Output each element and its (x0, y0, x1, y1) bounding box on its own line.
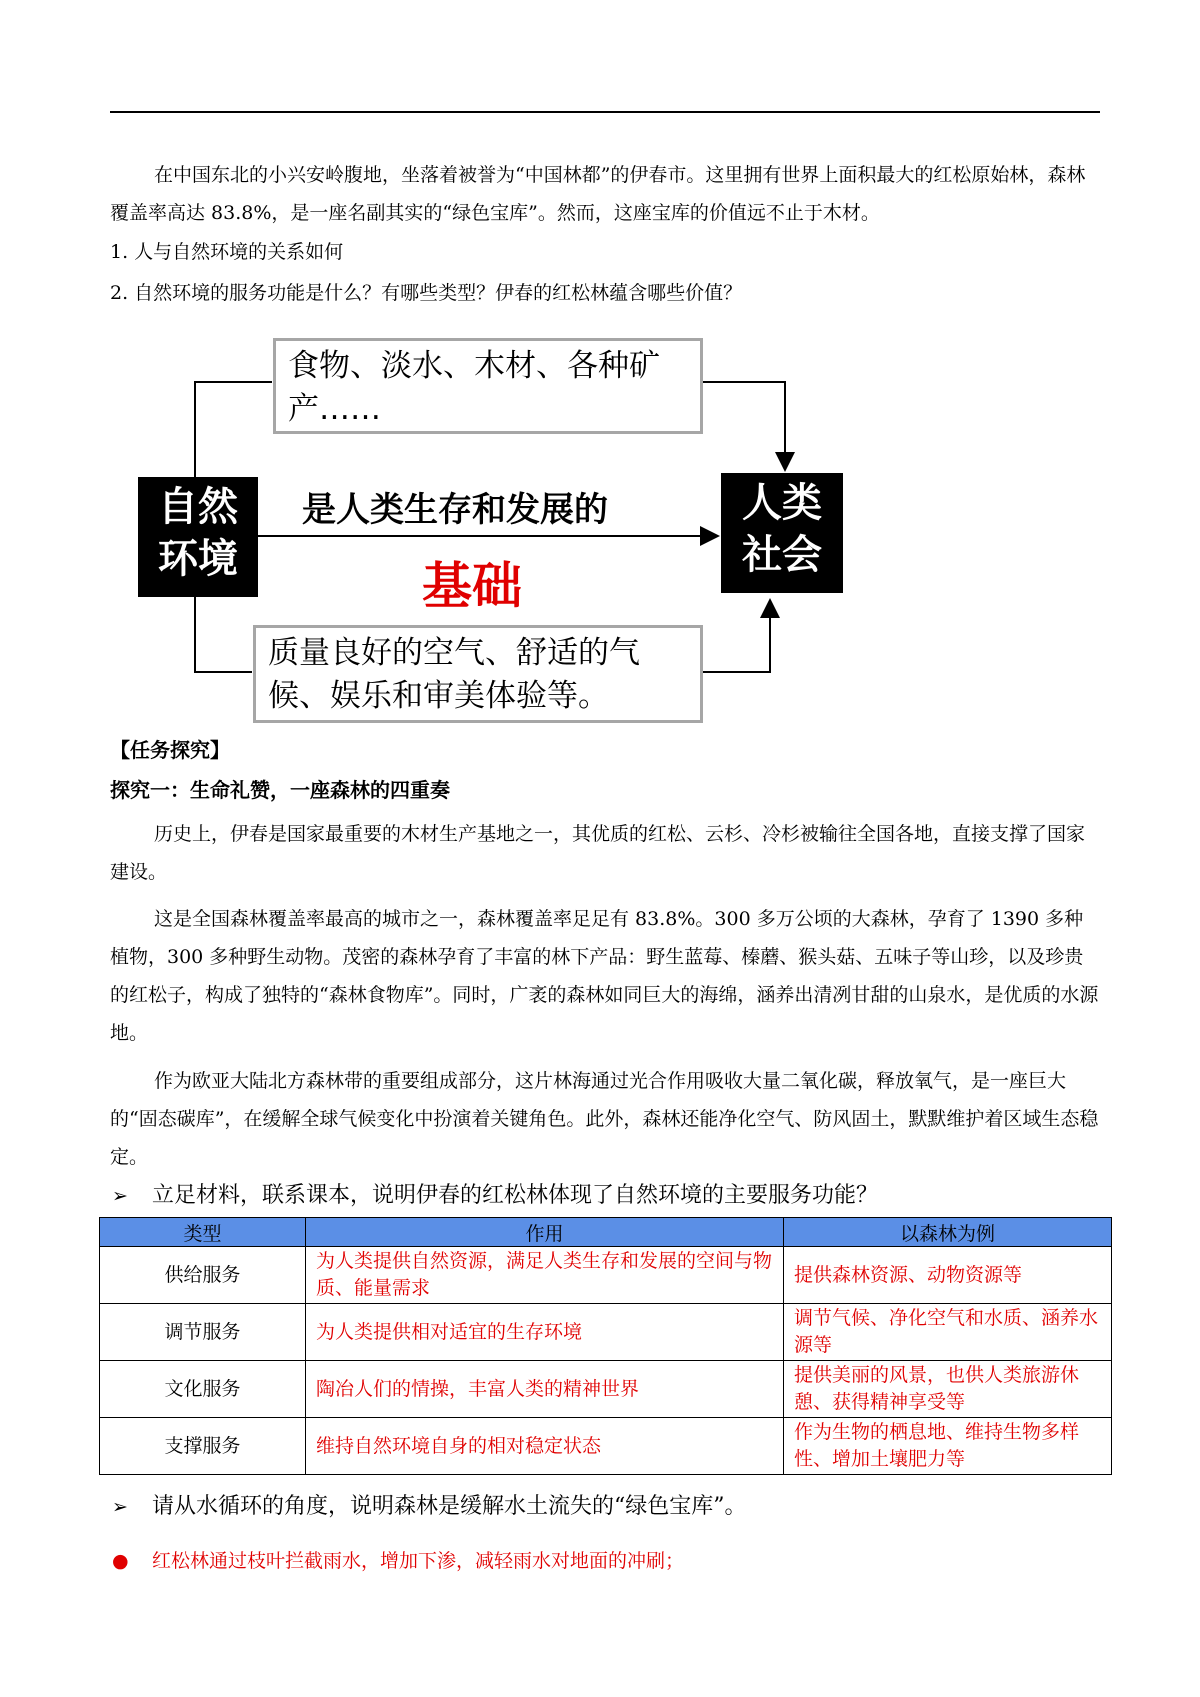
header-rule (110, 111, 1100, 113)
services-table (99, 1217, 1112, 1475)
header-example: 以森林为例 (784, 1218, 1112, 1247)
cell-type: 调节服务 (100, 1304, 306, 1361)
cell-role: 为人类提供相对适宜的生存环境 (306, 1304, 784, 1361)
cell-role: 陶冶人们的情操，丰富人类的精神世界 (306, 1361, 784, 1418)
question-2: 2. 自然环境的服务功能是什么？有哪些类型？伊春的红松林蕴含哪些价值？ (110, 282, 743, 304)
bottom-connector-left (195, 597, 252, 672)
top-connector-left (195, 382, 272, 477)
section-subtitle: 探究一：生命礼赞，一座森林的四重奏 (110, 778, 450, 802)
cell-example: 提供森林资源、动物资源等 (784, 1247, 1112, 1304)
natural-environment-line1: 自然 (158, 484, 238, 530)
table-row (100, 1247, 1112, 1304)
natural-environment-block (138, 477, 258, 597)
cell-role: 维持自然环境自身的相对稳定状态 (306, 1418, 784, 1475)
services-box: 质量良好的空气、舒适的气候、娱乐和审美体验等。 (253, 625, 703, 723)
red-dot-icon: ● (112, 1550, 129, 1572)
table-row (100, 1361, 1112, 1418)
cell-example: 提供美丽的风景，也供人类旅游休憩、获得精神享受等 (784, 1361, 1112, 1418)
natural-environment-line2: 环境 (158, 536, 238, 582)
arrow-caption: 是人类生存和发展的 (302, 490, 608, 530)
answer-text: 红松林通过枝叶拦截雨水，增加下渗，减轻雨水对地面的冲刷； (152, 1550, 685, 1572)
cell-type: 支撑服务 (100, 1418, 306, 1475)
human-society-line1: 人类 (742, 480, 822, 526)
header-type: 类型 (100, 1218, 306, 1247)
resources-box: 食物、淡水、木材、各种矿产…… (273, 338, 703, 434)
task-paragraph-2: 这是全国森林覆盖率最高的城市之一，森林覆盖率足足有 83.8%。300 多万公顷的大森林，孕育了 1390 多种植物，300 多种野生动物。茂密的森林孕育了丰富的林下产品：野生蓝莓、榛蘑、猴头菇、五味子等山珍，以及珍贵的红松子，构成了独特的“森林食物库”。同时，广袤的森林如同巨大的海绵，涵养出清冽甘甜的山泉水，是优质的水源地。 (110, 908, 1099, 1044)
question-1: 1. 人与自然环境的关系如何 (110, 241, 344, 263)
question-services-text: 立足材料，联系课本，说明伊春的红松林体现了自然环境的主要服务功能？ (152, 1183, 879, 1208)
bottom-connector-right (702, 600, 770, 672)
intro-paragraph: 在中国东北的小兴安岭腹地，坐落着被誉为“中国林都”的伊春市。这里拥有世界上面积最大的红松原始林，森林覆盖率高达 83.8%，是一座名副其实的“绿色宝库”。然而，这座宝库的价值远不止于木材。 (110, 164, 1086, 224)
cell-example: 作为生物的栖息地、维持生物多样性、增加土壤肥力等 (784, 1418, 1112, 1475)
cell-type: 文化服务 (100, 1361, 306, 1418)
header-role: 作用 (306, 1218, 784, 1247)
cell-role: 为人类提供自然资源，满足人类生存和发展的空间与物质、能量需求 (306, 1247, 784, 1304)
task-paragraph-1: 历史上，伊春是国家最重要的木材生产基地之一，其优质的红松、云杉、冷杉被输往全国各地，直接支撑了国家建设。 (110, 823, 1086, 883)
cell-type: 供给服务 (100, 1247, 306, 1304)
top-connector-right (702, 382, 785, 470)
question-services (112, 1180, 878, 1212)
cell-example: 调节气候、净化空气和水质、涵养水源等 (784, 1304, 1112, 1361)
table-header-row (100, 1218, 1112, 1247)
answer-bullet (112, 1546, 684, 1576)
basis-label: 基础 (422, 557, 522, 615)
human-society-line2: 社会 (742, 532, 822, 578)
arrow-bullet-icon: ➢ (112, 1185, 128, 1207)
section-title: 【任务探究】 (110, 738, 230, 762)
task-paragraph-3: 作为欧亚大陆北方森林带的重要组成部分，这片林海通过光合作用吸收大量二氧化碳，释放氧气，是一座巨大的“固态碳库”，在缓解全球气候变化中扮演着关键角色。此外，森林还能净化空气、防风固土，默默维护着区域生态稳定。 (110, 1070, 1099, 1168)
table-row (100, 1304, 1112, 1361)
human-society-block (721, 473, 843, 593)
table-row (100, 1418, 1112, 1475)
relationship-diagram (120, 330, 860, 730)
question-water-cycle (112, 1491, 747, 1523)
question-water-cycle-text: 请从水循环的角度，说明森林是缓解水土流失的“绿色宝库”。 (152, 1494, 747, 1519)
arrow-bullet-icon: ➢ (112, 1496, 128, 1518)
